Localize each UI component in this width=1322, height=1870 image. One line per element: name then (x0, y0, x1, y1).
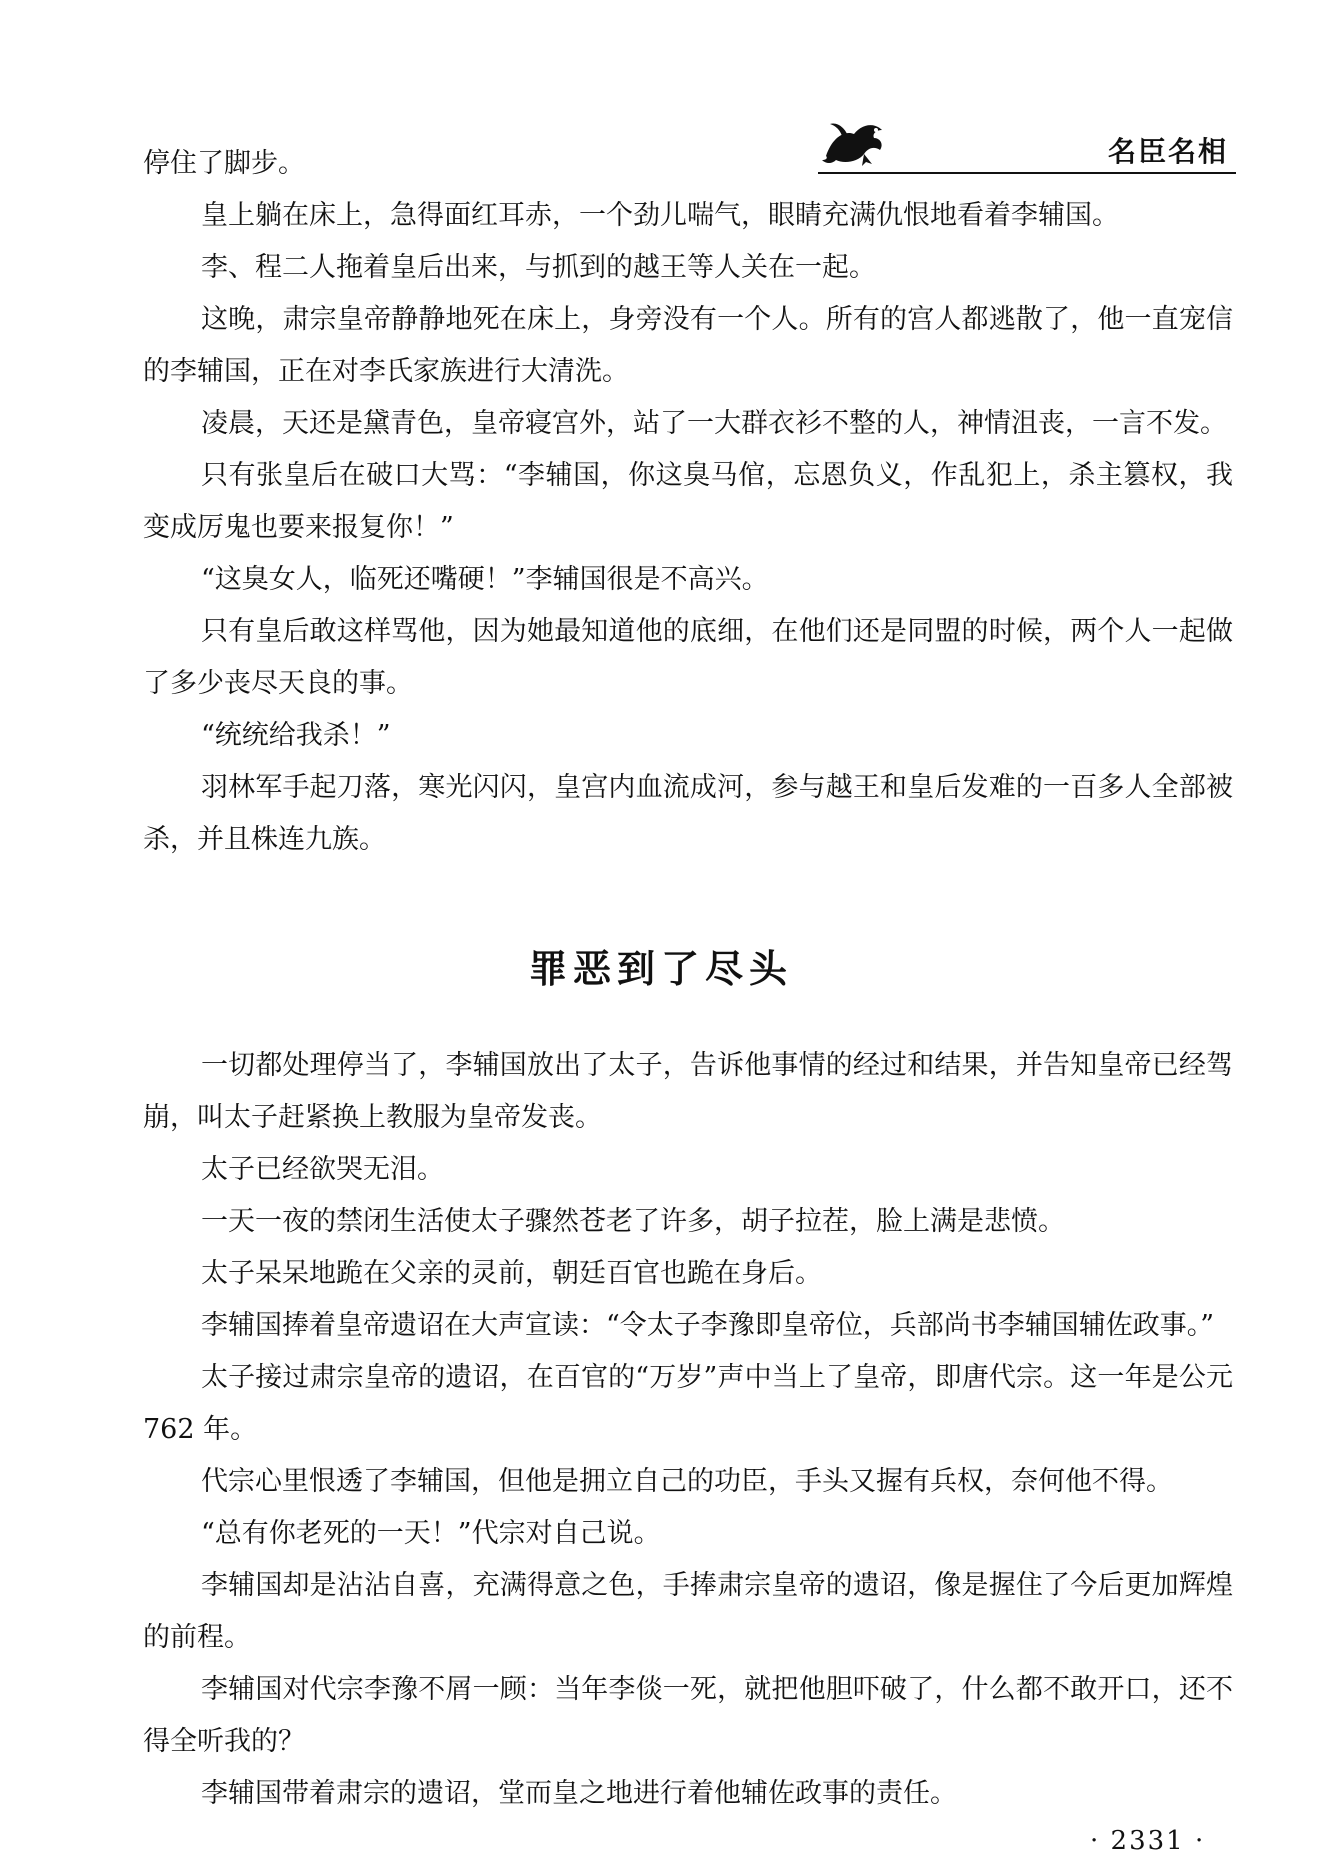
paragraph: 李、程二人拖着皇后出来，与抓到的越王等人关在一起。 (201, 252, 876, 283)
paragraph: 羽林军手起刀落，寒光闪闪，皇宫内血流成河，参与越王和皇后发难的一百多人全部被杀，并且株连九族。 (143, 772, 1233, 855)
series-title: 名臣名相 (1107, 135, 1228, 168)
paragraph: 一切都处理停当了，李辅国放出了太子，告诉他事情的经过和结果，并告知皇帝已经驾崩，叫太子赶紧换上教服为皇帝发丧。 (143, 1050, 1233, 1133)
paragraph: 李辅国却是沾沾自喜，充满得意之色，手捧肃宗皇帝的遗诏，像是握住了今后更加辉煌的前程。 (143, 1570, 1233, 1653)
paragraph: 只有皇后敢这样骂他，因为她最知道他的底细，在他们还是同盟的时候，两个人一起做了多少丧尽天良的事。 (143, 616, 1233, 699)
paragraph: 皇上躺在床上，急得面红耳赤，一个劲儿喘气，眼睛充满仇恨地看着李辅国。 (201, 200, 1119, 231)
paragraph: 代宗心里恨透了李辅国，但他是拥立自己的功臣，手头又握有兵权，奈何他不得。 (201, 1466, 1173, 1497)
paragraph: 凌晨，天还是黛青色，皇帝寝宫外，站了一大群衣衫不整的人，神情沮丧，一言不发。 (201, 408, 1227, 439)
paragraph: 停住了脚步。 (143, 148, 305, 179)
paragraph: “统统给我杀！” (201, 720, 391, 751)
section-2-body (143, 1040, 1233, 1820)
paragraph: 太子呆呆地跪在父亲的灵前，朝廷百官也跪在身后。 (201, 1258, 822, 1289)
paragraph: 李辅国带着肃宗的遗诏，堂而皇之地进行着他辅佐政事的责任。 (201, 1778, 957, 1809)
paragraph: 李辅国对代宗李豫不屑一顾：当年李倓一死，就把他胆吓破了，什么都不敢开口，还不得全听我的？ (143, 1674, 1233, 1757)
section-title: 罪恶到了尽头 (528, 947, 793, 991)
paragraph: 李辅国捧着皇帝遗诏在大声宣读：“令太子李豫即皇帝位，兵部尚书李辅国辅佐政事。” (201, 1310, 1215, 1341)
paragraph: 太子已经欲哭无泪。 (201, 1154, 444, 1185)
paragraph: 太子接过肃宗皇帝的遗诏，在百官的“万岁”声中当上了皇帝，即唐代宗。这一年是公元 762 年。 (143, 1362, 1233, 1445)
paragraph: 一天一夜的禁闭生活使太子骤然苍老了许多，胡子拉茬，脸上满是悲愤。 (201, 1206, 1065, 1237)
page-number: · 2331 · (1090, 1826, 1206, 1856)
paragraph: 这晚，肃宗皇帝静静地死在床上，身旁没有一个人。所有的宫人都逃散了，他一直宠信的李辅国，正在对李氏家族进行大清洗。 (143, 304, 1233, 387)
paragraph: 只有张皇后在破口大骂：“李辅国，你这臭马倌，忘恩负义，作乱犯上，杀主篡权，我变成厉鬼也要来报复你！” (143, 460, 1233, 543)
section-1-body (143, 138, 1233, 866)
paragraph: “这臭女人，临死还嘴硬！”李辅国很是不高兴。 (201, 564, 769, 595)
paragraph: “总有你老死的一天！”代宗对自己说。 (201, 1518, 661, 1549)
